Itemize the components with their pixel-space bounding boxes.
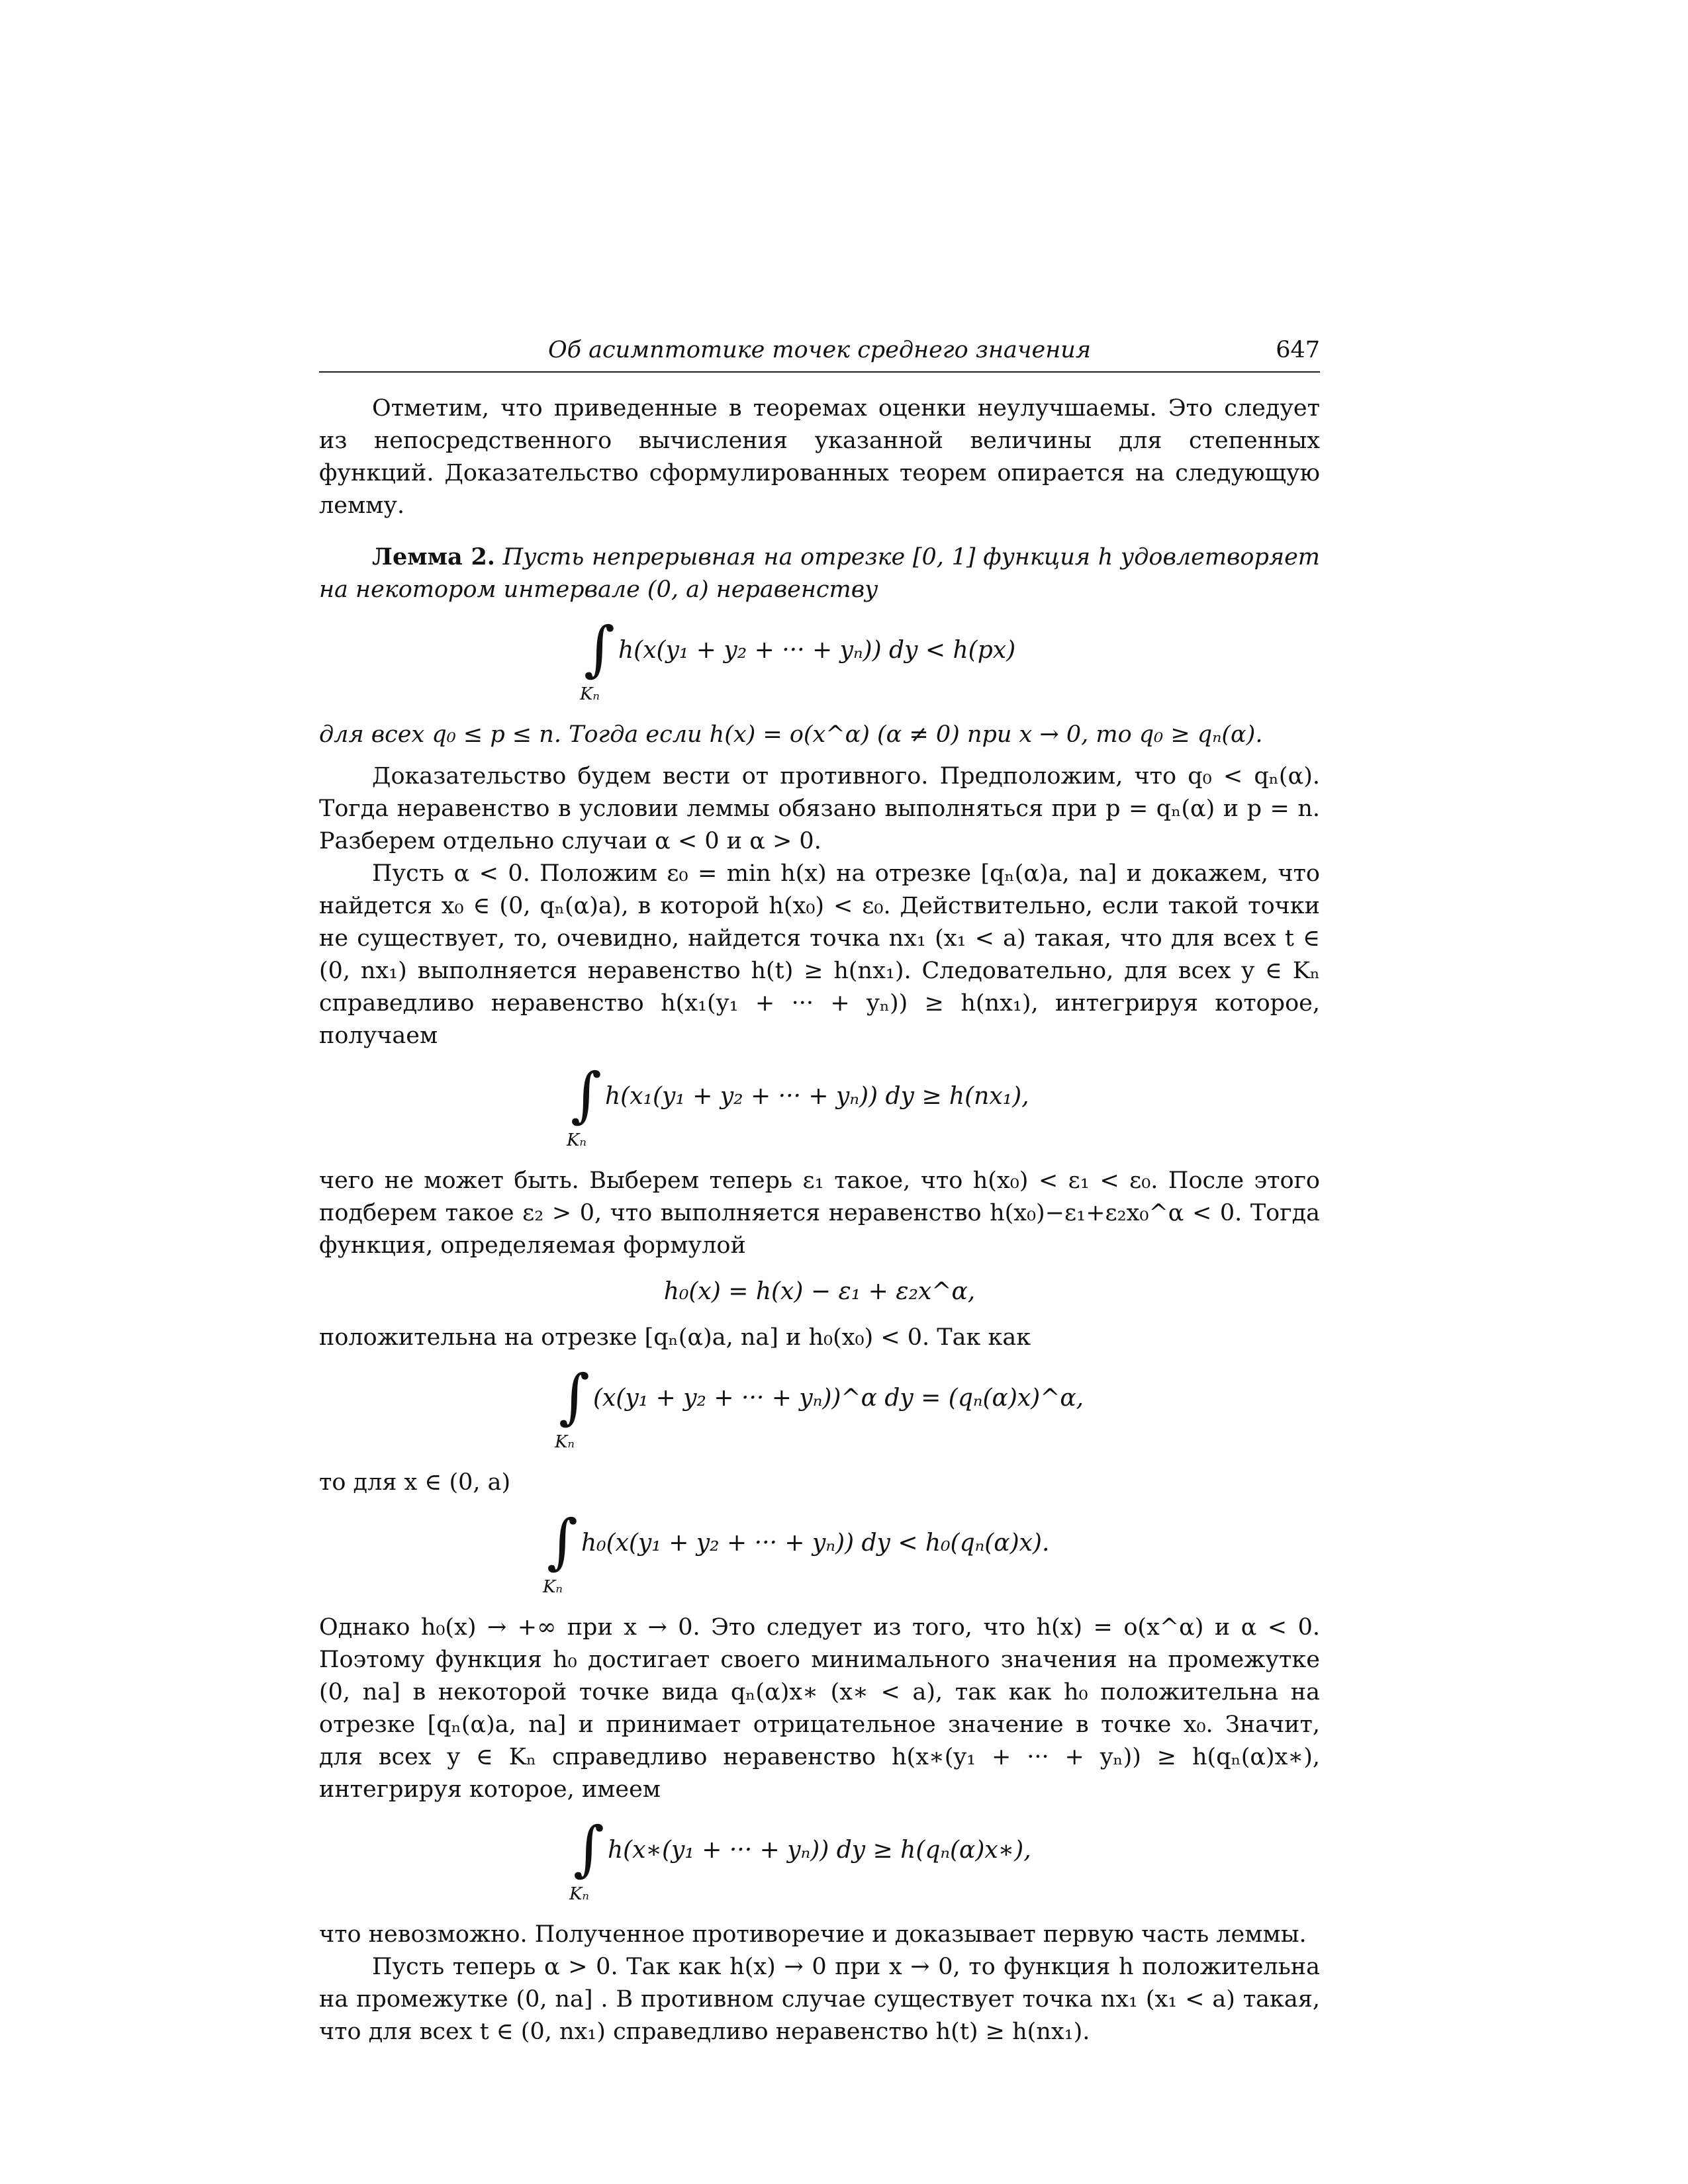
lemma-statement [319,541,1320,606]
formula-3: h₀(x) = h(x) − ε₁ + ε₂x^α, [663,1278,976,1305]
integral-sign: ∫ [547,1507,578,1576]
integral-subscript: Kₙ [555,1432,575,1452]
formula-5-body: h₀(x(y₁ + y₂ + ··· + yₙ)) dy < h₀(qₙ(α)x). [581,1529,1050,1557]
paragraph-case-positive: Пусть теперь α > 0. Так как h(x) → 0 при x → 0, то функция h положительна на промежутке (0, na] . В противном случае существует точка nx₁ (x₁ < a) такая, что для всех t ∈ (0, nx₁) справедливо неравенство h(t) ≥ h(nx₁). [319,1954,1320,2045]
formula-4-body: (x(y₁ + y₂ + ··· + yₙ))^α dy = (qₙ(α)x)^α, [593,1385,1084,1412]
formula-6 [319,1813,1320,1912]
paragraph-contradiction: что невозможно. Полученное противоречие и доказывает первую часть леммы. [319,1921,1307,1948]
formula-1-body: h(x(y₁ + y₂ + ··· + yₙ)) dy < h(px) [618,637,1016,664]
running-title: Об асимптотике точек среднего значения [547,337,1092,363]
paragraph-intro: Отметим, что приведенные в теоремах оценки неулучшаемы. Это следует из непосредственного вычисления указанной величины для степенных функций. Доказательство сформулированных теорем опирается на следующую лемму. [319,395,1320,519]
page [319,334,1320,2048]
formula-1 [319,613,1320,712]
page-number: 647 [1276,337,1320,363]
integral-subscript: Kₙ [567,1130,586,1150]
integral-sign: ∫ [584,614,615,684]
integral-sign: ∫ [573,1814,604,1884]
formula-2-body: h(x₁(y₁ + y₂ + ··· + yₙ)) dy ≥ h(nx₁), [605,1083,1029,1110]
formula-6-body: h(x∗(y₁ + ··· + yₙ)) dy ≥ h(qₙ(α)x∗), [608,1837,1031,1864]
paragraph-however: Однако h₀(x) → +∞ при x → 0. Это следует из того, что h(x) = o(x^α) и α < 0. Поэтому функция h₀ достигает своего минимального значения на промежутке (0, na] в некоторой точке вида qₙ(α)x∗ (x∗ < a), так как h₀ положительна на отрезке [qₙ(α)a, na] и принимает отрицательное значение в точке x₀. Значит, для всех y ∈ Kₙ справедливо неравенство h(x∗(y₁ + ··· + yₙ)) ≥ h(qₙ(α)x∗), интегрируя которое, имеем [319,1614,1320,1803]
paragraph-case-negative: Пусть α < 0. Положим ε₀ = min h(x) на отрезке [qₙ(α)a, na] и докажем, что найдется x₀ ∈ (0, qₙ(α)a), в которой h(x₀) < ε₀. Действительно, если такой точки не существует, то, очевидно, найдется точка nx₁ (x₁ < a) такая, что для всех t ∈ (0, nx₁) выполняется неравенство h(t) ≥ h(nx₁). Следовательно, для всех y ∈ Kₙ справедливо неравенство h(x₁(y₁ + ··· + yₙ)) ≥ h(nx₁), интегрируя которое, получаем [319,860,1320,1049]
integral-sign: ∫ [571,1060,602,1130]
formula-4 [319,1361,1320,1460]
integral-subscript: Kₙ [580,684,600,704]
formula-2 [319,1059,1320,1158]
paragraph-positive: положительна на отрезке [qₙ(α)a, na] и h₀(x₀) < 0. Так как [319,1324,1031,1351]
lemma-text: Пусть непрерывная на отрезке [0, 1] функция h удовлетворяет на некотором интервале (0, a) неравенству [319,544,1320,603]
lemma-conclusion: для всех q₀ ≤ p ≤ n. Тогда если h(x) = o(x^α) (α ≠ 0) при x → 0, то q₀ ≥ qₙ(α). [319,721,1263,748]
running-header [319,334,1320,373]
lemma-label: Лемма 2. [372,543,495,570]
integral-subscript: Kₙ [569,1884,589,1904]
formula-5 [319,1506,1320,1605]
paragraph-epsilon: чего не может быть. Выберем теперь ε₁ такое, что h(x₀) < ε₁ < ε₀. После этого подберем такое ε₂ > 0, что выполняется неравенство h(x₀)−ε₁+ε₂x₀^α < 0. Тогда функция, определяемая формулой [319,1167,1320,1259]
integral-subscript: Kₙ [543,1577,563,1597]
integral-sign: ∫ [559,1362,590,1432]
paragraph-proof-start: Доказательство будем вести от противного. Предположим, что q₀ < qₙ(α). Тогда неравенство в условии леммы обязано выполняться при p = qₙ(α) и p = n. Разберем отдельно случаи α < 0 и α > 0. [319,763,1320,854]
paragraph-for-x: то для x ∈ (0, a) [319,1469,511,1496]
